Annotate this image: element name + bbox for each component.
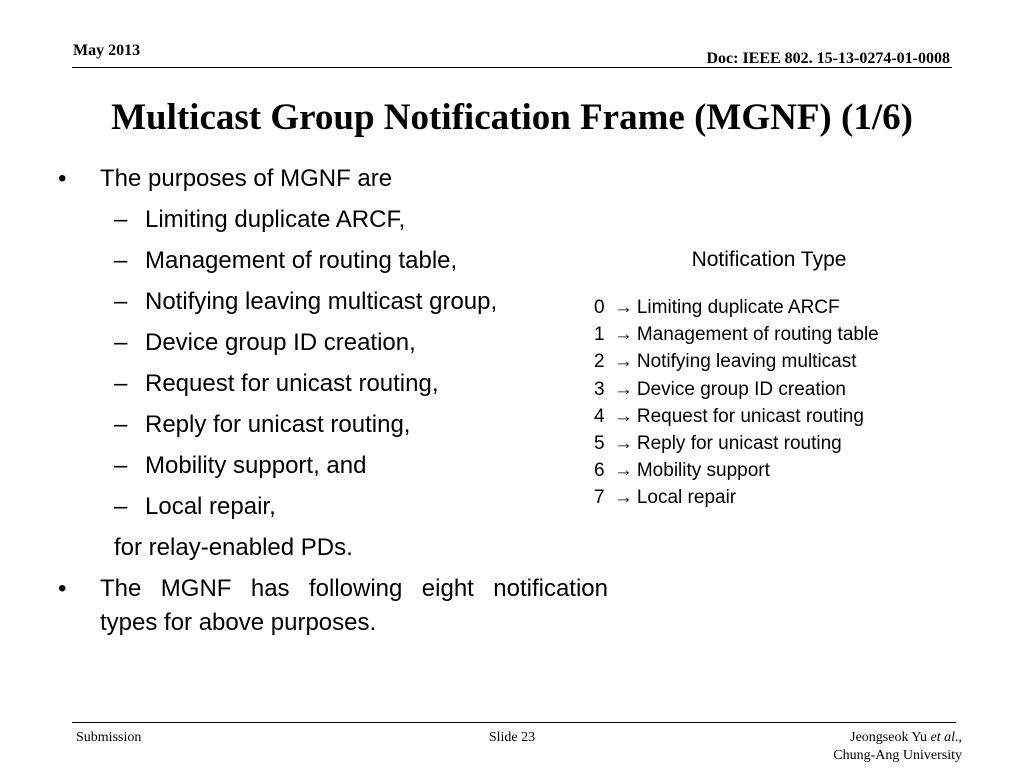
author-etal: et al xyxy=(930,730,955,745)
bullet-item xyxy=(58,158,608,199)
type-code: 7 xyxy=(594,487,605,509)
bullet-item xyxy=(58,568,608,640)
right-arrow-icon: → xyxy=(613,297,633,318)
header-date: May 2013 xyxy=(73,42,141,59)
notification-type-row xyxy=(594,321,879,348)
type-label: Request for unicast routing xyxy=(636,405,864,427)
footer-submission: Submission xyxy=(76,730,142,745)
dash-mark: – xyxy=(114,288,128,315)
right-arrow-icon: → xyxy=(613,405,633,427)
type-label: Management of routing table xyxy=(636,324,879,346)
type-code: 4 xyxy=(594,405,605,427)
notification-type-row xyxy=(594,294,879,321)
sub-item-text: Mobility support, and xyxy=(145,452,367,479)
notification-type-title: Notification Type xyxy=(691,248,847,271)
sub-item-text: Notifying leaving multicast group, xyxy=(145,288,498,315)
type-label: Device group ID creation xyxy=(636,378,846,400)
author-affiliation: Chung-Ang University xyxy=(833,748,962,763)
type-label: Reply for unicast routing xyxy=(636,433,842,455)
type-code: 2 xyxy=(594,351,605,373)
sub-item xyxy=(58,363,608,404)
sub-item-text: Request for unicast routing, xyxy=(145,370,439,397)
type-code: 6 xyxy=(594,460,605,482)
dash-mark: – xyxy=(114,329,128,356)
sub-item-text: Limiting duplicate ARCF, xyxy=(145,206,406,233)
right-arrow-icon: → xyxy=(613,433,633,455)
type-code: 3 xyxy=(594,378,605,400)
type-label: Notifying leaving multicast xyxy=(636,351,857,373)
bullet-mark: • xyxy=(58,575,67,602)
footer-slide-number: Slide 23 xyxy=(488,730,536,745)
type-label: Local repair xyxy=(636,487,737,509)
type-code: 1 xyxy=(594,324,605,346)
right-arrow-icon: → xyxy=(613,487,633,509)
continuation-text: for relay-enabled PDs. xyxy=(114,534,353,561)
author-name: Jeongseok Yu xyxy=(850,730,931,745)
type-code: 5 xyxy=(594,433,605,455)
author-suffix: ., xyxy=(955,730,962,745)
sub-item-text: Reply for unicast routing, xyxy=(145,411,411,438)
type-label: Mobility support xyxy=(636,460,770,482)
dash-mark: – xyxy=(114,370,128,397)
dash-mark: – xyxy=(114,247,128,274)
type-label: Limiting duplicate ARCF xyxy=(636,297,840,318)
sub-item-text: Local repair, xyxy=(145,493,276,520)
right-arrow-icon: → xyxy=(613,351,633,373)
footer-divider xyxy=(72,722,956,723)
slide-title: Multicast Group Notification Frame (MGNF) (1/6) xyxy=(111,97,913,138)
dash-mark: – xyxy=(114,452,128,479)
sub-item xyxy=(58,486,608,527)
notification-type-row xyxy=(594,376,879,403)
dash-mark: – xyxy=(114,206,128,233)
sub-item xyxy=(58,404,608,445)
dash-mark: – xyxy=(114,411,128,438)
bullet-text: The purposes of MGNF are xyxy=(100,165,393,192)
footer-author xyxy=(833,729,962,765)
right-arrow-icon: → xyxy=(613,378,633,400)
bullet-mark: • xyxy=(58,165,67,192)
sub-item xyxy=(58,199,608,240)
sub-item-text: Management of routing table, xyxy=(145,247,458,274)
notification-type-row xyxy=(594,484,879,511)
author-line xyxy=(833,729,962,747)
sub-item-text: Device group ID creation, xyxy=(145,329,416,356)
sub-item xyxy=(58,281,608,322)
right-arrow-icon: → xyxy=(613,460,633,482)
bullet-text: The MGNF has following eight notification types for above purposes. xyxy=(100,575,608,636)
sub-item xyxy=(58,240,608,281)
header-divider xyxy=(72,67,952,68)
notification-type-row xyxy=(594,457,879,484)
dash-mark: – xyxy=(114,493,128,520)
right-arrow-icon: → xyxy=(613,324,633,346)
body-content xyxy=(58,158,608,640)
header-doc-id: Doc: IEEE 802. 15-13-0274-01-0008 xyxy=(706,50,950,67)
notification-type-list xyxy=(594,294,879,512)
notification-type-row xyxy=(594,348,879,375)
type-code: 0 xyxy=(594,297,605,318)
sub-item xyxy=(58,445,608,486)
notification-type-row xyxy=(594,430,879,457)
sub-item xyxy=(58,322,608,363)
notification-type-row xyxy=(594,403,879,430)
